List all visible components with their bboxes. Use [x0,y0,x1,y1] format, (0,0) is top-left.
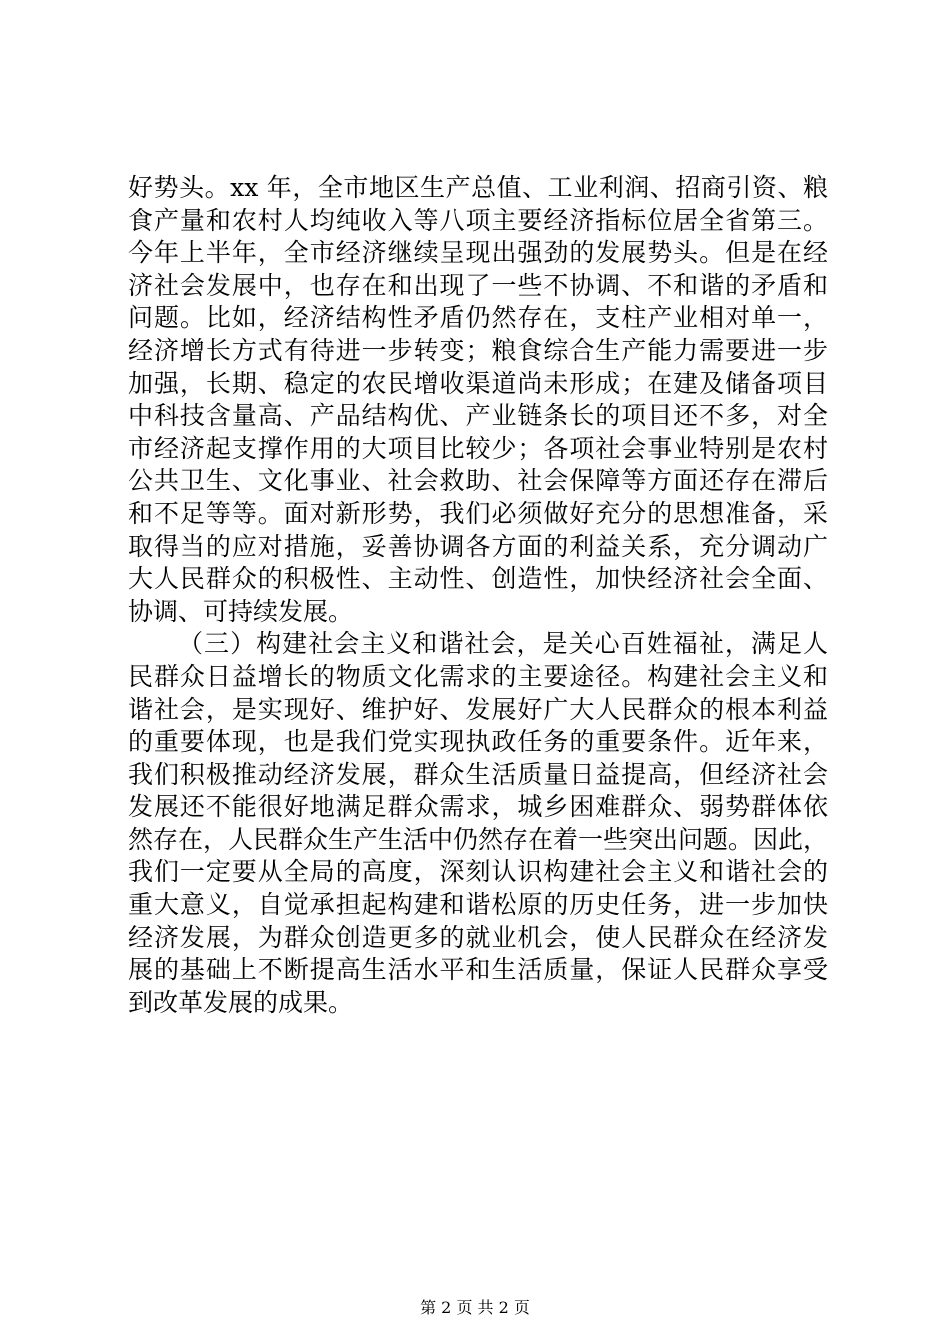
text-line: 济社会发展中，也存在和出现了一些不协调、不和谐的矛盾和 [128,270,828,300]
text-line: 取得当的应对措施，妥善协调各方面的利益关系，充分调动广 [128,531,828,561]
text-line: 的重要体现，也是我们党实现执政任务的重要条件。近年来， [128,727,828,757]
text-line: 公共卫生、文化事业、社会救助、社会保障等方面还存在滞后 [128,466,828,496]
text-line: 我们一定要从全局的高度，深刻认识构建社会主义和谐社会的 [128,857,828,887]
text-line: 发展还不能很好地满足群众需求，城乡困难群众、弱势群体依 [128,792,828,822]
text-line: 我们积极推动经济发展，群众生活质量日益提高，但经济社会 [128,759,828,789]
text-line: 到改革发展的成果。 [128,987,354,1017]
page-number-footer: 第 2 页 共 2 页 [420,1298,530,1317]
paragraph-1 [128,172,828,628]
text-line: 谐社会，是实现好、维护好、发展好广大人民群众的根本利益 [128,694,828,724]
document-body [128,172,828,1019]
text-line: 食产量和农村人均纯收入等八项主要经济指标位居全省第三。 [128,205,828,235]
text-line: 问题。比如，经济结构性矛盾仍然存在，支柱产业相对单一， [128,303,828,333]
text-line: 重大意义，自觉承担起构建和谐松原的历史任务，进一步加快 [128,890,828,920]
text-line: 好势头。xx 年，全市地区生产总值、工业利润、招商引资、粮 [128,173,828,202]
paragraph-2 [128,628,828,1019]
text-line: 协调、可持续发展。 [128,596,354,626]
text-line: 民群众日益增长的物质文化需求的主要途径。构建社会主义和 [128,661,828,691]
text-line: 中科技含量高、产品结构优、产业链条长的项目还不多，对全 [128,401,828,431]
text-line: 展的基础上不断提高生活水平和生活质量，保证人民群众享受 [128,955,828,985]
text-line: 然存在，人民群众生产生活中仍然存在着一些突出问题。因此， [128,824,829,854]
text-line: 经济发展，为群众创造更多的就业机会，使人民群众在经济发 [128,922,828,952]
text-line: （三）构建社会主义和谐社会，是关心百姓福祉，满足人 [178,629,828,659]
text-line: 加强，长期、稳定的农民增收渠道尚未形成；在建及储备项目 [128,368,828,398]
text-line: 经济增长方式有待进一步转变；粮食综合生产能力需要进一步 [128,335,828,365]
text-line: 今年上半年，全市经济继续呈现出强劲的发展势头。但是在经 [128,238,828,268]
text-line: 和不足等等。面对新形势，我们必须做好充分的思想准备，采 [128,498,828,528]
text-line: 大人民群众的积极性、主动性、创造性，加快经济社会全面、 [128,564,828,594]
text-line: 市经济起支撑作用的大项目比较少；各项社会事业特别是农村 [128,433,828,463]
